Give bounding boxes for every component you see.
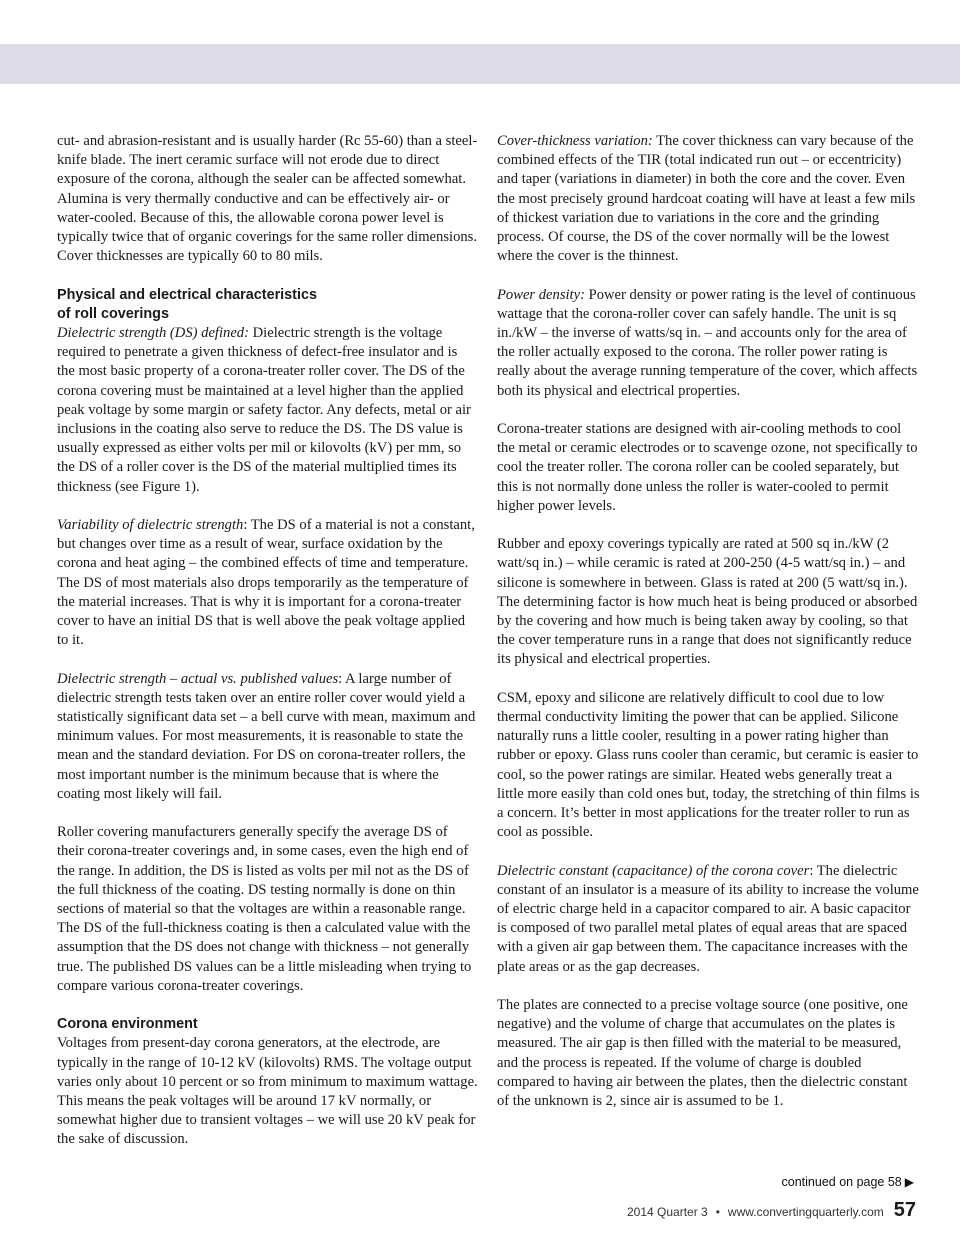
- paragraph-coverings-rated: Rubber and epoxy coverings typically are rated at 500 sq in./kW (2 watt/sq in.) – while ceramic is rated at 200-250 (4-5 watt/sq in.) – and silicone is somewhere in between. Glass is rated at 200 (5 watt/sq in.). The determining factor is how much heat is being produced or absorbed by the covering and how much is being taken away by cooling, so that the cover temperature runs in a range that does not significantly reduce its physical and electrical properties.: [497, 536, 918, 668]
- paragraph-manufacturers-specify: Roller covering manufacturers generally specify the average DS of their corona-treater coverings and, in some cases, even the high end of the range. In addition, the DS is listed as volts per mil not as the DS of the full thickness of the coating. DS testing normally is done on thin sections of material so that the voltages are within a reasonable range. The DS of the full-thickness coating is then a calculated value with the assumption that the DS does not change with thickness – not generally true. The published DS values can be a little misleading when trying to compare various corona-treater coverings.: [57, 824, 472, 994]
- paragraph-body: The cover thickness can vary because of the combined effects of the TIR (total indicated run out – or eccentricity) and taper (variations in diameter) in both the core and the cover. Even the most precisely ground hardcoat coating will have at least a few mils of thickest variation due to variations in the core and the grinding process. Of course, the DS of the cover normally will be the lowest where the cover is the thinnest.: [497, 133, 916, 265]
- left-column: [57, 132, 478, 1150]
- issue-label: 2014 Quarter 3: [626, 1205, 708, 1219]
- paragraph-body: : The dielectric constant of an insulator is a measure of its ability to increase the volume of electric charge held in a capacitor compared to air. A basic capacitor is composed of two parallel metal plates of equal areas that are spaced with a given air gap between them. The capacitance increases with the plate areas or as the gap decreases.: [497, 862, 919, 975]
- paragraph-body: Power density or power rating is the level of continuous wattage that the corona-roller cover can safely handle. The unit is sq in./kW – the inverse of watts/sq in. – and accounts only for the area of the roller actually exposed to the corona. The roller power rating is really about the average running temperature of the cover, which affects both its physical and electrical properties.: [497, 286, 918, 399]
- footer-separator: •: [715, 1205, 720, 1219]
- page-footer: [627, 1199, 916, 1222]
- continued-text: continued on page 58: [781, 1175, 902, 1189]
- triangle-right-icon: ▶: [904, 1175, 914, 1189]
- heading-line-2: of roll coverings: [57, 305, 169, 322]
- paragraph-plates-connected: The plates are connected to a precise voltage source (one positive, one negative) and the volume of charge that accumulates on the plates is measured. The air gap is then filled with the material to be measured, and the process is repeated. If the volume of charge is doubled compared to having air between the plates, then the dielectric constant of the unknown is 2, since air is assumed to be 1.: [497, 997, 908, 1110]
- section-heading-physical-electrical: [57, 286, 478, 324]
- page-number: 57: [893, 1199, 916, 1221]
- paragraph-lead: Dielectric constant (capacitance) of the corona cover: [497, 862, 810, 879]
- paragraph-power-density: [497, 286, 922, 401]
- right-column: [497, 132, 922, 1111]
- heading-line-1: Physical and electrical characteristics: [57, 286, 317, 303]
- paragraph-dielectric-strength-defined: [57, 324, 478, 497]
- paragraph-dielectric-constant: [497, 862, 922, 977]
- header-band: [0, 44, 960, 84]
- section-heading-corona-environment: Corona environment: [57, 1016, 198, 1033]
- paragraph-voltages: Voltages from present-day corona generators, at the electrode, are typically in the range of 10-12 kV (kilovolts) RMS. The voltage output varies only about 10 percent or so from minimum to maximum wattage. This means the peak voltages will be around 17 kV normally, or somewhat higher due to transient voltages – we will use 20 kV peak for the sake of discussion.: [57, 1035, 478, 1148]
- paragraph-lead: Power density:: [497, 286, 585, 303]
- paragraph-lead: Dielectric strength – actual vs. published values: [57, 670, 339, 687]
- paragraph-body: : The DS of a material is not a constant, but changes over time as a result of wear, surface oxidation by the corona and heat aging – the combined effects of time and temperature. The DS of most materials also drops temporarily as the temperature of the material increases. That is why it is important for a corona-treater cover to have an initial DS that is well above the peak voltage applied to it.: [57, 517, 475, 649]
- paragraph-lead: Variability of dielectric strength: [57, 517, 244, 534]
- paragraph-cover-thickness: [497, 132, 922, 266]
- paragraph-csm-epoxy-silicone: CSM, epoxy and silicone are relatively difficult to cool due to low thermal conductivity limiting the power that can be applied. Silicone naturally runs a little cooler, resulting in a power rating higher than rubber or epoxy. Glass runs cooler than ceramic, but ceramic is easier to cool, so the power ratings are similar. Heated webs generally treat a little more easily than cold ones but, today, the stretching of thin films is a concern. It’s better in most applications for the treater roller to run as cool as possible.: [497, 689, 920, 841]
- continued-link[interactable]: [782, 1175, 914, 1189]
- paragraph-treater-stations: Corona-treater stations are designed with air-cooling methods to cool the metal or ceramic electrodes or to scavenge ozone, not specifically to cool the treater roller. The corona roller can be cooled separately, but this is not normally done unless the roller is water-cooled to permit higher power levels.: [497, 421, 918, 514]
- paragraph-variability: [57, 516, 478, 650]
- paragraph-ceramic-cover: cut- and abrasion-resistant and is usually harder (Rc 55-60) than a steel-knife blade. The inert ceramic surface will not erode due to direct exposure of the corona, although the sealer can be affected somewhat. Alumina is very thermally conductive and can be effectively air- or water-cooled. Because of this, the allowable corona power level is typically twice that of organic coverings for the same roller dimensions. Cover thicknesses are typically 60 to 80 mils.: [57, 133, 478, 265]
- website-link[interactable]: www.convertingquarterly.com: [727, 1205, 884, 1219]
- paragraph-lead: Dielectric strength (DS) defined:: [57, 325, 249, 342]
- paragraph-body: : A large number of dielectric strength tests taken over an entire roller cover would yield a statistically significant data set – a bell curve with mean, maximum and minimum values. For most measurements, it is reasonable to state the mean and the standard deviation. For DS on corona-treater rollers, the most important number is the minimum because that is where the coating most likely will fail.: [57, 670, 476, 802]
- paragraph-actual-vs-published: [57, 670, 478, 804]
- paragraph-body: Dielectric strength is the voltage required to penetrate a given thickness of defect-free insulator and is the most basic property of a corona-treater roller cover. The DS of the corona covering must be maintained at a level higher than the applied peak voltage by some margin or safety factor. Any defects, metal or air inclusions in the coating also serve to reduce the DS. The DS value is usually expressed as either volts per mil or kilovolts (kV) per mm, so the DS of a roller cover is the DS of the material multiplied times its thickness (see Figure 1).: [57, 325, 471, 495]
- paragraph-lead: Cover-thickness variation:: [497, 133, 653, 149]
